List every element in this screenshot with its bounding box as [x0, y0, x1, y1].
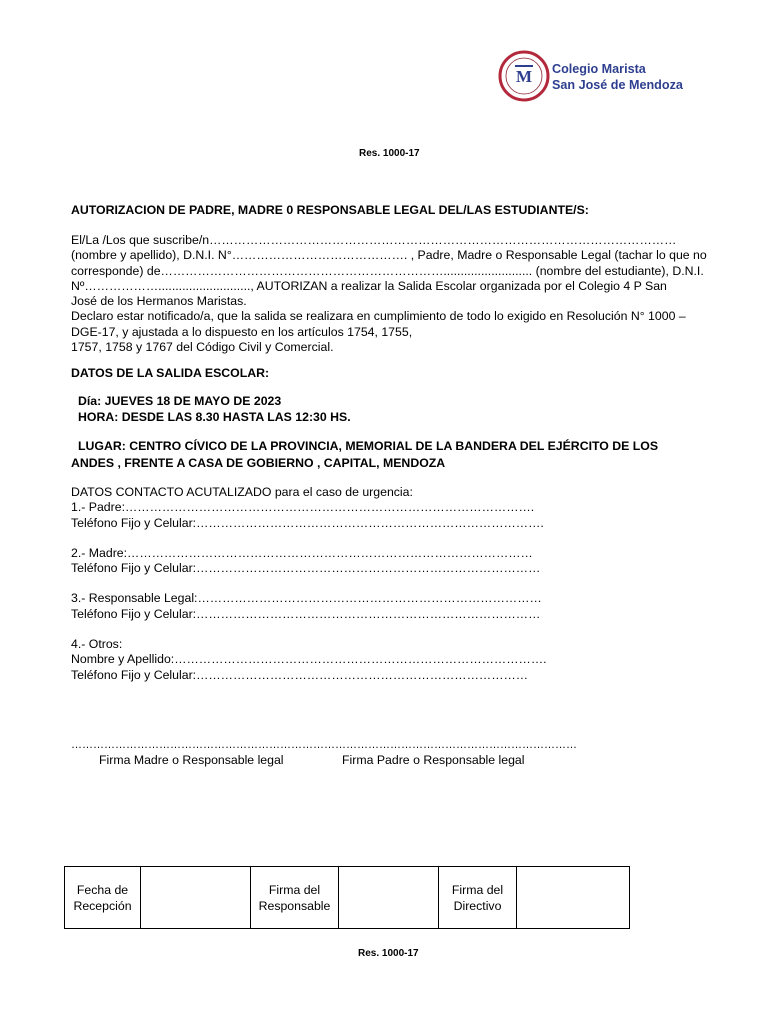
- signature-madre-label: Firma Madre o Responsable legal: [99, 753, 284, 767]
- school-seal-icon: [498, 50, 550, 102]
- directivo-label-1: Firma del: [451, 882, 504, 897]
- fecha-label-2: Recepción: [73, 898, 132, 913]
- contact-heading: DATOS CONTACTO ACUTALIZADO para el caso de urgencia:: [71, 485, 413, 499]
- legal-phone-line: Teléfono Fijo y Celular:…………………………………………………………………………: [71, 606, 541, 621]
- intro-line: DGE-17, y ajustada a lo dispuesto en los artículos 1754, 1755,: [71, 324, 413, 339]
- table-row: [65, 867, 630, 929]
- otros-phone-line: Teléfono Fijo y Celular:………………………………………………………………………: [71, 667, 529, 682]
- school-logo-text: [552, 61, 683, 93]
- salida-hora: HORA: DESDE LAS 8.30 HASTA LAS 12:30 HS.: [78, 410, 351, 424]
- fecha-recepcion-value-cell[interactable]: [141, 867, 251, 929]
- directivo-label-2: Directivo: [453, 898, 502, 913]
- intro-line: José de los Hermanos Maristas.: [71, 294, 247, 309]
- firma-responsable-cell: [251, 867, 339, 929]
- salida-heading: DATOS DE LA SALIDA ESCOLAR:: [71, 366, 270, 380]
- fecha-label-1: Fecha de: [76, 882, 129, 897]
- signature-padre-label: Firma Padre o Responsable legal: [342, 753, 525, 767]
- firma-directivo-cell: [439, 867, 517, 929]
- intro-line: 1757, 1758 y 1767 del Código Civil y Comercial.: [71, 340, 334, 355]
- salida-lugar-line-1: LUGAR: CENTRO CÍVICO DE LA PROVINCIA, MEMORIAL DE LA BANDERA DEL EJÉRCITO DE LOS: [78, 439, 659, 453]
- firma-directivo-value-cell[interactable]: [517, 867, 630, 929]
- responsable-label-1: Firma del: [268, 882, 321, 897]
- padre-line: 1.- Padre:……………………………………………………………………………………….: [71, 500, 535, 515]
- fecha-recepcion-cell: [65, 867, 141, 929]
- padre-phone-line: Teléfono Fijo y Celular:………………………………………………………………………….: [71, 515, 544, 530]
- svg-text:M: M: [515, 67, 533, 86]
- firma-responsable-value-cell[interactable]: [339, 867, 439, 929]
- intro-line: Nº………………..........................., AUTORIZAN a realizar la Salida Escolar organizada por el Colegio 4 P San: [71, 278, 667, 293]
- intro-line: Declaro estar notificado/a, que la salida se realizara en cumplimiento de todo lo exigido en Resolución N° 1000 –: [71, 309, 686, 324]
- resolution-reference: Res. 1000-17: [359, 148, 420, 159]
- logo-line-2: San José de Mendoza: [552, 78, 683, 92]
- logo-line-1: Colegio Marista: [552, 62, 646, 76]
- otros-line: 4.- Otros:: [71, 637, 123, 652]
- intro-line: El/La /Los que suscribe/n……………………………………………………………………………………………………: [71, 233, 677, 247]
- intro-line: corresponde) de…………………………………………………………….......................... (nombre del estudiante), D.N.I.: [71, 263, 704, 278]
- responsable-label-2: Responsable: [258, 898, 331, 913]
- intro-line: (nombre y apellido), D.N.I. N°……………………………………. , Padre, Madre o Responsable Legal (tachar lo que no: [71, 248, 707, 263]
- salida-dia: Día: JUEVES 18 DE MAYO DE 2023: [78, 394, 282, 408]
- madre-phone-line: Teléfono Fijo y Celular:…………………………………………………………………………: [71, 561, 541, 576]
- contact-section: [71, 485, 547, 683]
- legal-line: 3.- Responsable Legal:…………………………………………………………………………: [71, 591, 542, 606]
- reception-table: [64, 866, 630, 929]
- madre-line: 2.- Madre:………………………………………………………………………………………: [71, 545, 533, 560]
- document-title: AUTORIZACION DE PADRE, MADRE 0 RESPONSABLE LEGAL DEL/LAS ESTUDIANTE/S:: [71, 203, 589, 217]
- signature-dotted-line: …………………………………………………………………………………………………………………………: [71, 739, 577, 751]
- footer-resolution-reference: Res. 1000-17: [358, 948, 419, 959]
- otros-name-line: Nombre y Apellido:……………………………………………………………………………….: [71, 652, 547, 667]
- salida-lugar-line-2: ANDES , FRENTE A CASA DE GOBIERNO , CAPITAL, MENDOZA: [71, 456, 446, 470]
- intro-paragraph: [71, 233, 707, 355]
